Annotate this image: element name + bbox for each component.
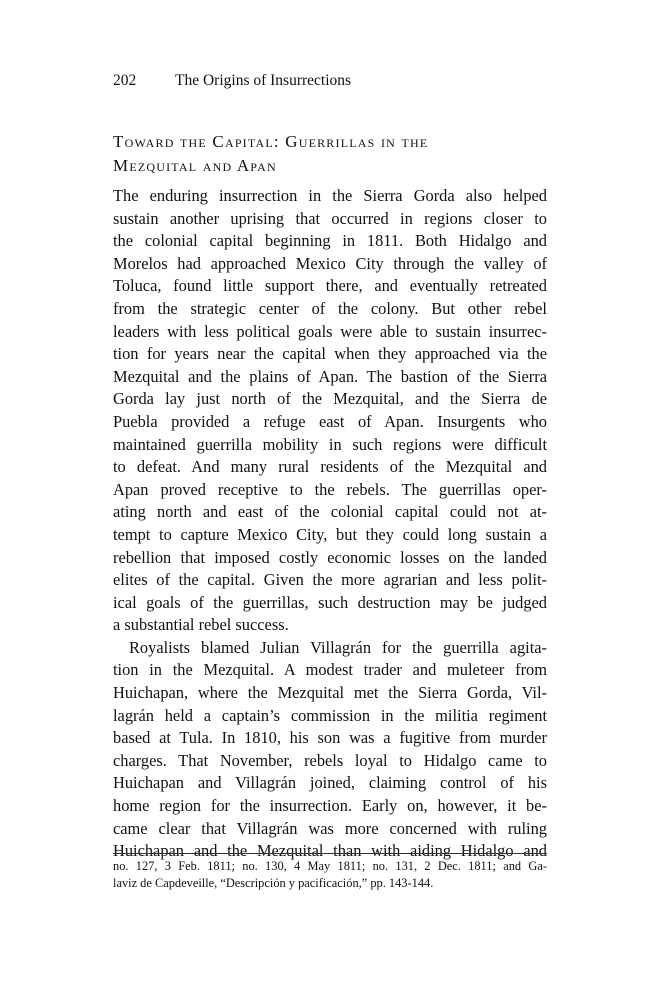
- footnote-line: no. 127, 3 Feb. 1811; no. 130, 4 May 1811; no. 131, 2 Dec. 1811; and Ga-: [113, 859, 547, 873]
- text-line: lagrán held a captain’s commission in the militia regiment: [113, 705, 547, 725]
- text-line: Huichapan, where the Mezquital met the Sierra Gorda, Vil-: [113, 683, 547, 703]
- text-line: came clear that Villagrán was more concerned with ruling: [113, 818, 547, 838]
- text-line: leaders with less political goals were able to sustain insurrec-: [113, 321, 547, 341]
- text-line: Mezquital and the plains of Apan. The bastion of the Sierra: [113, 366, 547, 386]
- text-line: charges. That November, rebels loyal to Hidalgo came to: [113, 750, 547, 770]
- text-line: rebellion that imposed costly economic losses on the landed: [113, 547, 547, 567]
- paragraph: [113, 185, 547, 637]
- running-head: [113, 71, 351, 91]
- page-number: 202: [113, 72, 137, 89]
- text-line: Apan proved receptive to the rebels. The guerrillas oper-: [113, 479, 547, 499]
- text-line: Puebla provided a refuge east of Apan. Insurgents who: [113, 411, 547, 431]
- text-line: the colonial capital beginning in 1811. Both Hidalgo and: [113, 231, 547, 251]
- footnote-divider: [113, 853, 547, 854]
- text-line: Gorda lay just north of the Mezquital, and the Sierra de: [113, 389, 547, 409]
- text-line: Toluca, found little support there, and eventually retreated: [113, 276, 547, 296]
- section-heading-line: Toward the Capital: Guerrillas in the: [113, 132, 429, 151]
- text-line: Royalists blamed Julian Villagrán for the guerrilla agita-: [129, 637, 547, 657]
- text-line: Morelos had approached Mexico City through the valley of: [113, 253, 547, 273]
- text-line: Huichapan and Villagrán joined, claiming control of his: [113, 773, 547, 793]
- text-line: home region for the insurrection. Early on, however, it be-: [113, 796, 547, 816]
- footnote-line: laviz de Capdeveille, “Descripción y pacificación,” pp. 143-144.: [113, 876, 434, 890]
- text-line: maintained guerrilla mobility in such regions were difficult: [113, 434, 547, 454]
- text-line: tempt to capture Mexico City, but they could long sustain a: [113, 524, 547, 544]
- footnote: [113, 858, 547, 892]
- text-line: from the strategic center of the colony. But other rebel: [113, 298, 547, 318]
- section-heading-line: Mezquital and Apan: [113, 156, 277, 175]
- text-line: tion for years near the capital when they approached via the: [113, 344, 547, 364]
- paragraph: [113, 637, 547, 863]
- text-line: ical goals of the guerrillas, such destruction may be judged: [113, 592, 547, 612]
- body-text: [113, 185, 547, 863]
- text-line: a substantial rebel success.: [113, 615, 289, 635]
- text-line: elites of the capital. Given the more agrarian and less polit-: [113, 570, 547, 590]
- text-line: sustain another uprising that occurred in regions closer to: [113, 208, 547, 228]
- text-line: tion in the Mezquital. A modest trader and muleteer from: [113, 660, 547, 680]
- section-heading: [113, 130, 543, 178]
- text-line: to defeat. And many rural residents of the Mezquital and: [113, 457, 547, 477]
- text-line: The enduring insurrection in the Sierra Gorda also helped: [113, 186, 547, 205]
- text-line: Huichapan and the Mezquital than with aiding Hidalgo and: [113, 841, 547, 861]
- text-line: based at Tula. In 1810, his son was a fugitive from murder: [113, 728, 547, 748]
- text-line: ating north and east of the colonial capital could not at-: [113, 502, 547, 522]
- running-title: The Origins of Insurrections: [175, 72, 352, 89]
